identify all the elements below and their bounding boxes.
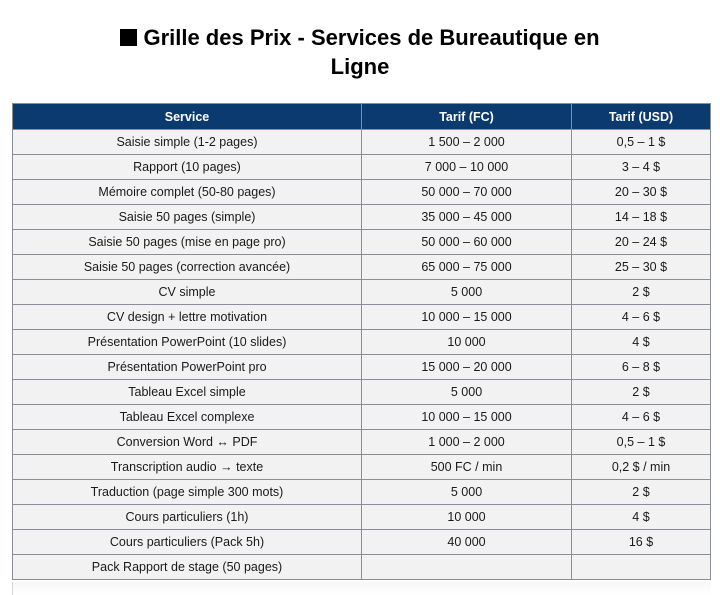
tarif-fc-cell: 7 000 – 10 000 bbox=[362, 155, 572, 180]
tarif-usd-cell: 4 $ bbox=[572, 505, 711, 530]
service-cell: Cours particuliers (Pack 5h) bbox=[13, 530, 362, 555]
tarif-usd-cell: 3 – 4 $ bbox=[572, 155, 711, 180]
table-row bbox=[13, 405, 711, 430]
black-square-icon bbox=[120, 29, 137, 46]
table-row bbox=[13, 555, 711, 580]
tarif-fc-cell: 1 500 – 2 000 bbox=[362, 130, 572, 155]
service-cell: Saisie simple (1-2 pages) bbox=[13, 130, 362, 155]
tarif-fc-cell: 50 000 – 70 000 bbox=[362, 180, 572, 205]
service-cell: Pack Rapport de stage (50 pages) bbox=[13, 555, 362, 580]
service-cell: Présentation PowerPoint pro bbox=[13, 355, 362, 380]
tarif-fc-cell: 5 000 bbox=[362, 280, 572, 305]
service-cell: CV design + lettre motivation bbox=[13, 305, 362, 330]
tarif-usd-cell bbox=[572, 555, 711, 580]
table-row bbox=[13, 180, 711, 205]
column-header-tarif-usd: Tarif (USD) bbox=[572, 104, 711, 130]
title-line-1: Grille des Prix - Services de Bureautique en bbox=[143, 25, 600, 50]
column-header-tarif-fc: Tarif (FC) bbox=[362, 104, 572, 130]
table-row bbox=[13, 255, 711, 280]
tarif-usd-cell: 20 – 30 $ bbox=[572, 180, 711, 205]
tarif-usd-cell: 0,2 $ / min bbox=[572, 455, 711, 480]
service-cell: Mémoire complet (50-80 pages) bbox=[13, 180, 362, 205]
table-row bbox=[13, 355, 711, 380]
tarif-usd-cell: 4 $ bbox=[572, 330, 711, 355]
service-cell: Saisie 50 pages (mise en page pro) bbox=[13, 230, 362, 255]
tarif-fc-cell: 10 000 bbox=[362, 330, 572, 355]
tarif-fc-cell: 35 000 – 45 000 bbox=[362, 205, 572, 230]
tarif-fc-cell: 15 000 – 20 000 bbox=[362, 355, 572, 380]
table-row bbox=[13, 505, 711, 530]
title-line-2: Ligne bbox=[330, 54, 390, 79]
service-cell: Présentation PowerPoint (10 slides) bbox=[13, 330, 362, 355]
tarif-usd-cell: 4 – 6 $ bbox=[572, 405, 711, 430]
tarif-usd-cell: 0,5 – 1 $ bbox=[572, 130, 711, 155]
tarif-usd-cell: 25 – 30 $ bbox=[572, 255, 711, 280]
tarif-fc-cell bbox=[362, 555, 572, 580]
service-cell: Rapport (10 pages) bbox=[13, 155, 362, 180]
truncated-row-edge bbox=[12, 582, 711, 595]
service-cell: CV simple bbox=[13, 280, 362, 305]
service-cell: Conversion Word ↔ PDF bbox=[13, 430, 362, 455]
tarif-usd-cell: 2 $ bbox=[572, 480, 711, 505]
service-cell: Cours particuliers (1h) bbox=[13, 505, 362, 530]
tarif-usd-cell: 4 – 6 $ bbox=[572, 305, 711, 330]
service-cell: Transcription audio → texte bbox=[13, 455, 362, 480]
table-row bbox=[13, 430, 711, 455]
table-row bbox=[13, 205, 711, 230]
table-row bbox=[13, 330, 711, 355]
service-cell: Traduction (page simple 300 mots) bbox=[13, 480, 362, 505]
table-row bbox=[13, 455, 711, 480]
table-row bbox=[13, 280, 711, 305]
service-cell: Saisie 50 pages (correction avancée) bbox=[13, 255, 362, 280]
table-row bbox=[13, 305, 711, 330]
tarif-usd-cell: 16 $ bbox=[572, 530, 711, 555]
tarif-usd-cell: 14 – 18 $ bbox=[572, 205, 711, 230]
tarif-fc-cell: 1 000 – 2 000 bbox=[362, 430, 572, 455]
table-row bbox=[13, 480, 711, 505]
table-row bbox=[13, 130, 711, 155]
tarif-usd-cell: 2 $ bbox=[572, 380, 711, 405]
table-row bbox=[13, 530, 711, 555]
tarif-fc-cell: 5 000 bbox=[362, 480, 572, 505]
column-header-service: Service bbox=[13, 104, 362, 130]
tarif-fc-cell: 5 000 bbox=[362, 380, 572, 405]
service-cell: Tableau Excel simple bbox=[13, 380, 362, 405]
tarif-fc-cell: 10 000 bbox=[362, 505, 572, 530]
service-cell: Tableau Excel complexe bbox=[13, 405, 362, 430]
tarif-usd-cell: 20 – 24 $ bbox=[572, 230, 711, 255]
table-row bbox=[13, 230, 711, 255]
table-row bbox=[13, 155, 711, 180]
page-title bbox=[0, 23, 720, 81]
tarif-fc-cell: 10 000 – 15 000 bbox=[362, 405, 572, 430]
tarif-usd-cell: 6 – 8 $ bbox=[572, 355, 711, 380]
tarif-usd-cell: 0,5 – 1 $ bbox=[572, 430, 711, 455]
table-row bbox=[13, 380, 711, 405]
tarif-usd-cell: 2 $ bbox=[572, 280, 711, 305]
tarif-fc-cell: 40 000 bbox=[362, 530, 572, 555]
service-cell: Saisie 50 pages (simple) bbox=[13, 205, 362, 230]
tarif-fc-cell: 50 000 – 60 000 bbox=[362, 230, 572, 255]
tarif-fc-cell: 65 000 – 75 000 bbox=[362, 255, 572, 280]
price-table bbox=[12, 103, 711, 580]
tarif-fc-cell: 10 000 – 15 000 bbox=[362, 305, 572, 330]
table-header-row bbox=[13, 104, 711, 130]
tarif-fc-cell: 500 FC / min bbox=[362, 455, 572, 480]
